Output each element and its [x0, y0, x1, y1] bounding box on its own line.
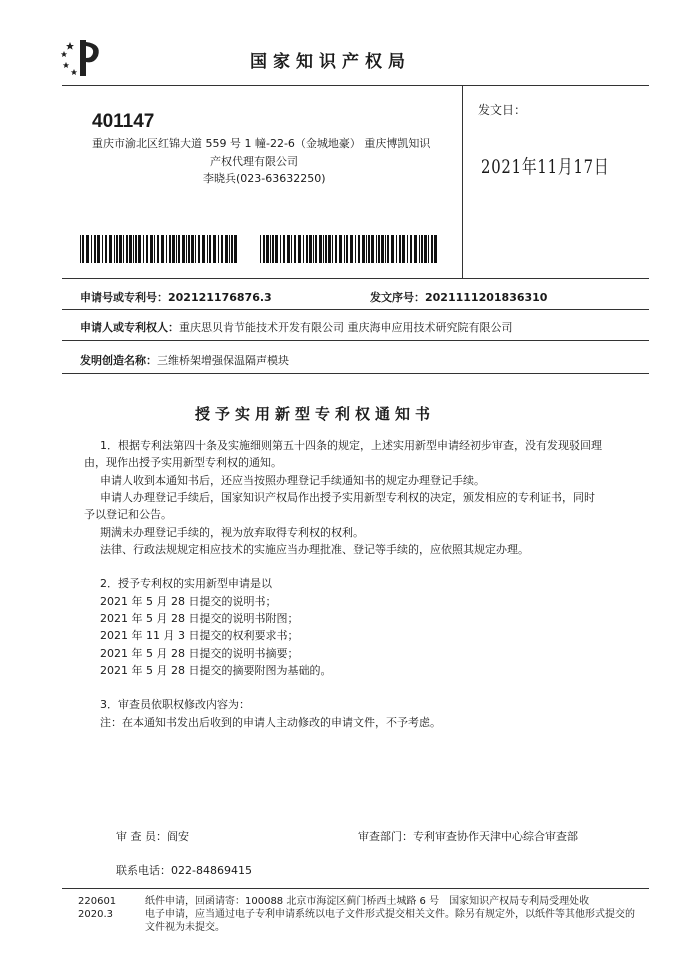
barcode-bar [319, 235, 322, 263]
barcode-bar [378, 235, 380, 263]
barcode-bar [135, 235, 137, 263]
barcode-bar [410, 235, 412, 263]
barcode-bar [94, 235, 96, 263]
barcode-bar [166, 235, 167, 263]
examiner-label: 审 查 员： [116, 830, 167, 843]
barcode-bar [157, 235, 159, 263]
barcode-bar [186, 235, 187, 263]
barcode-bar [434, 235, 437, 263]
barcode-bar [421, 235, 423, 263]
barcode-bar [362, 235, 365, 263]
barcode [80, 235, 240, 263]
barcode-bar [169, 235, 171, 263]
examiner-row [116, 828, 189, 845]
barcode-bar [102, 235, 103, 263]
issue-date-label: 发文日： [478, 103, 527, 117]
barcode-bar [424, 235, 427, 263]
barcode-bar [225, 235, 228, 263]
barcode-bar [294, 235, 296, 263]
section1-paragraph: 法律、行政法规规定相应技术的实施应当办理批准、登记等手续的，应依照其规定办理。 [100, 543, 529, 556]
application-number-row [80, 289, 272, 305]
barcode-bar [272, 235, 274, 263]
barcode-bar [298, 235, 301, 263]
department-label: 审查部门： [358, 830, 413, 843]
cnipa-logo [58, 38, 104, 78]
barcode-bar [119, 235, 122, 263]
barcode-bar [399, 235, 401, 263]
barcode-bar [129, 235, 132, 263]
section1-paragraph: 期满未办理登记手续的，视为放弃取得专利权的权利。 [100, 526, 364, 539]
barcode-bar [234, 235, 237, 263]
barcode-bar [198, 235, 200, 263]
barcode-bar [97, 235, 100, 263]
document-number-row [370, 289, 547, 305]
barcode [260, 235, 440, 263]
section1-line: 申请人办理登记手续后，国家知识产权局作出授予实用新型专利权的决定，颁发相应的专利证书，同时 [100, 491, 595, 504]
barcode-bar [123, 235, 124, 263]
barcode-bar [428, 235, 429, 263]
form-code: 220601 [78, 896, 117, 907]
section1-line: 予以登记和公告。 [84, 508, 172, 521]
barcode-bar [270, 235, 271, 263]
barcode-bar [207, 235, 208, 263]
barcode-bar [306, 235, 308, 263]
divider [62, 278, 649, 279]
barcode-bar [146, 235, 148, 263]
applicant-label: 申请人或专利权人： [80, 321, 179, 334]
vertical-divider [462, 86, 463, 278]
barcode-bar [266, 235, 269, 263]
barcode-bar [86, 235, 89, 263]
barcode-bar [195, 235, 196, 263]
department-row [358, 828, 578, 845]
phone-label: 联系电话： [116, 864, 171, 877]
invention-name: 三维桥架增强保温隔声模块 [157, 354, 289, 367]
document-number-label: 发文序号： [370, 291, 425, 304]
section1-paragraph: 申请人收到本通知书后，还应当按照办理登记手续通知书的规定办理登记手续。 [100, 474, 485, 487]
address-line: 重庆市渝北区红锦大道 559 号 1 幢-22-6（金城地豪） 重庆博凯知识 [92, 137, 431, 150]
barcode-bar [368, 235, 370, 263]
barcode-bar [172, 235, 175, 263]
barcode-bar [325, 235, 327, 263]
phone-row [116, 862, 252, 879]
barcode-bar [309, 235, 312, 263]
application-number: 202121176876.3 [168, 291, 272, 304]
barcode-bar [344, 235, 345, 263]
address-line: 产权代理有限公司 [210, 155, 298, 168]
barcode-bar [283, 235, 285, 263]
barcode-bar [202, 235, 205, 263]
barcode-bar [355, 235, 356, 263]
application-number-label: 申请号或专利号： [80, 291, 168, 304]
postcode: 401147 [92, 111, 155, 132]
agency-name: 国家知识产权局 [250, 52, 411, 72]
divider [62, 888, 649, 889]
barcode-bar [371, 235, 374, 263]
barcode-bar [116, 235, 118, 263]
barcode-bar [218, 235, 219, 263]
barcode-bar [303, 235, 304, 263]
barcode-bar [178, 235, 180, 263]
barcode-bar [431, 235, 433, 263]
submission-item: 2021 年 5 月 28 日提交的说明书摘要； [100, 647, 299, 660]
barcode-bar [346, 235, 348, 263]
barcode-bar [358, 235, 360, 263]
barcode-bar [419, 235, 420, 263]
barcode-bar [82, 235, 84, 263]
barcode-bar [414, 235, 417, 263]
barcode-bar [328, 235, 331, 263]
barcode-bar [229, 235, 230, 263]
document-number: 2021111201836310 [425, 291, 548, 304]
divider [62, 340, 649, 341]
barcode-bar [287, 235, 290, 263]
barcode-bar [376, 235, 377, 263]
barcode-bar [323, 235, 324, 263]
barcode-bar [332, 235, 333, 263]
barcode-bar [313, 235, 314, 263]
divider [62, 85, 649, 86]
barcode-bar [182, 235, 185, 263]
barcode-bar [213, 235, 216, 263]
barcode-bar [221, 235, 223, 263]
barcode-bar [387, 235, 389, 263]
barcode-bar [350, 235, 353, 263]
divider [62, 309, 649, 310]
department-name: 专利审查协作天津中心综合审查部 [413, 830, 578, 843]
submission-item: 2021 年 11 月 3 日提交的权利要求书； [100, 629, 299, 642]
barcode-bar [391, 235, 394, 263]
phone-number: 022-84869415 [171, 864, 252, 877]
barcode-bar [402, 235, 405, 263]
barcode-bar [381, 235, 384, 263]
examiner-name: 阎安 [167, 830, 189, 843]
barcode-bar [315, 235, 317, 263]
contact-line: 李晓兵(023-63632250) [203, 172, 326, 185]
barcode-bar [161, 235, 164, 263]
barcode-bar [396, 235, 397, 263]
applicant-row [80, 319, 513, 335]
barcode-bar [143, 235, 144, 263]
barcode-bar [280, 235, 281, 263]
issue-date: 2021年11月17日 [481, 156, 610, 178]
applicant: 重庆思贝肯节能技术开发有限公司 重庆海申应用技术研究院有限公司 [179, 321, 513, 334]
notice-title: 授予实用新型专利权通知书 [195, 405, 436, 423]
barcode-bar [91, 235, 92, 263]
barcode-bar [109, 235, 112, 263]
barcode-bar [260, 235, 261, 263]
barcode-bar [275, 235, 278, 263]
barcode-bar [80, 235, 81, 263]
footer-line: 纸件申请，回函请寄：100088 北京市海淀区蓟门桥西土城路 6 号 国家知识产权局专利局受理处收 [145, 896, 590, 907]
section2-title: 2．授予专利权的实用新型申请是以 [100, 577, 272, 590]
barcode-bar [335, 235, 337, 263]
invention-label: 发明创造名称： [80, 354, 157, 367]
footer-line: 电子申请，应当通过电子专利申请系统以电子文件形式提交相关文件。除另有规定外，以纸件等其他形式提交的 [145, 909, 635, 920]
barcode-bar [126, 235, 128, 263]
barcode-bar [339, 235, 342, 263]
barcode-bar [154, 235, 155, 263]
invention-row [80, 352, 289, 368]
section1-line: 由，现作出授予实用新型专利权的通知。 [84, 456, 282, 469]
barcode-bar [291, 235, 292, 263]
barcode-bar [209, 235, 211, 263]
barcode-bar [191, 235, 194, 263]
divider [62, 373, 649, 374]
barcode-bar [133, 235, 134, 263]
barcode-bar [263, 235, 265, 263]
barcode-bar [385, 235, 386, 263]
barcode-bar [188, 235, 190, 263]
section3-note: 注：在本通知书发出后收到的申请人主动修改的申请文件，不予考虑。 [100, 716, 441, 729]
barcode-bar [138, 235, 141, 263]
submission-item: 2021 年 5 月 28 日提交的摘要附图为基础的。 [100, 664, 332, 677]
barcode-bar [105, 235, 107, 263]
section1-line: 1．根据专利法第四十条及实施细则第五十四条的规定，上述实用新型申请经初步审查，没有发现驳回理 [100, 439, 602, 452]
barcode-bar [176, 235, 177, 263]
submission-item: 2021 年 5 月 28 日提交的说明书； [100, 595, 277, 608]
submission-item: 2021 年 5 月 28 日提交的说明书附图； [100, 612, 299, 625]
barcode-bar [150, 235, 153, 263]
barcode-bar [231, 235, 233, 263]
form-version: 2020.3 [78, 909, 113, 920]
barcode-bar [114, 235, 115, 263]
barcode-bar [366, 235, 367, 263]
footer-line: 文件视为未提交。 [145, 922, 225, 933]
barcode-bar [407, 235, 408, 263]
section3-title: 3．审查员依职权修改内容为： [100, 698, 250, 711]
